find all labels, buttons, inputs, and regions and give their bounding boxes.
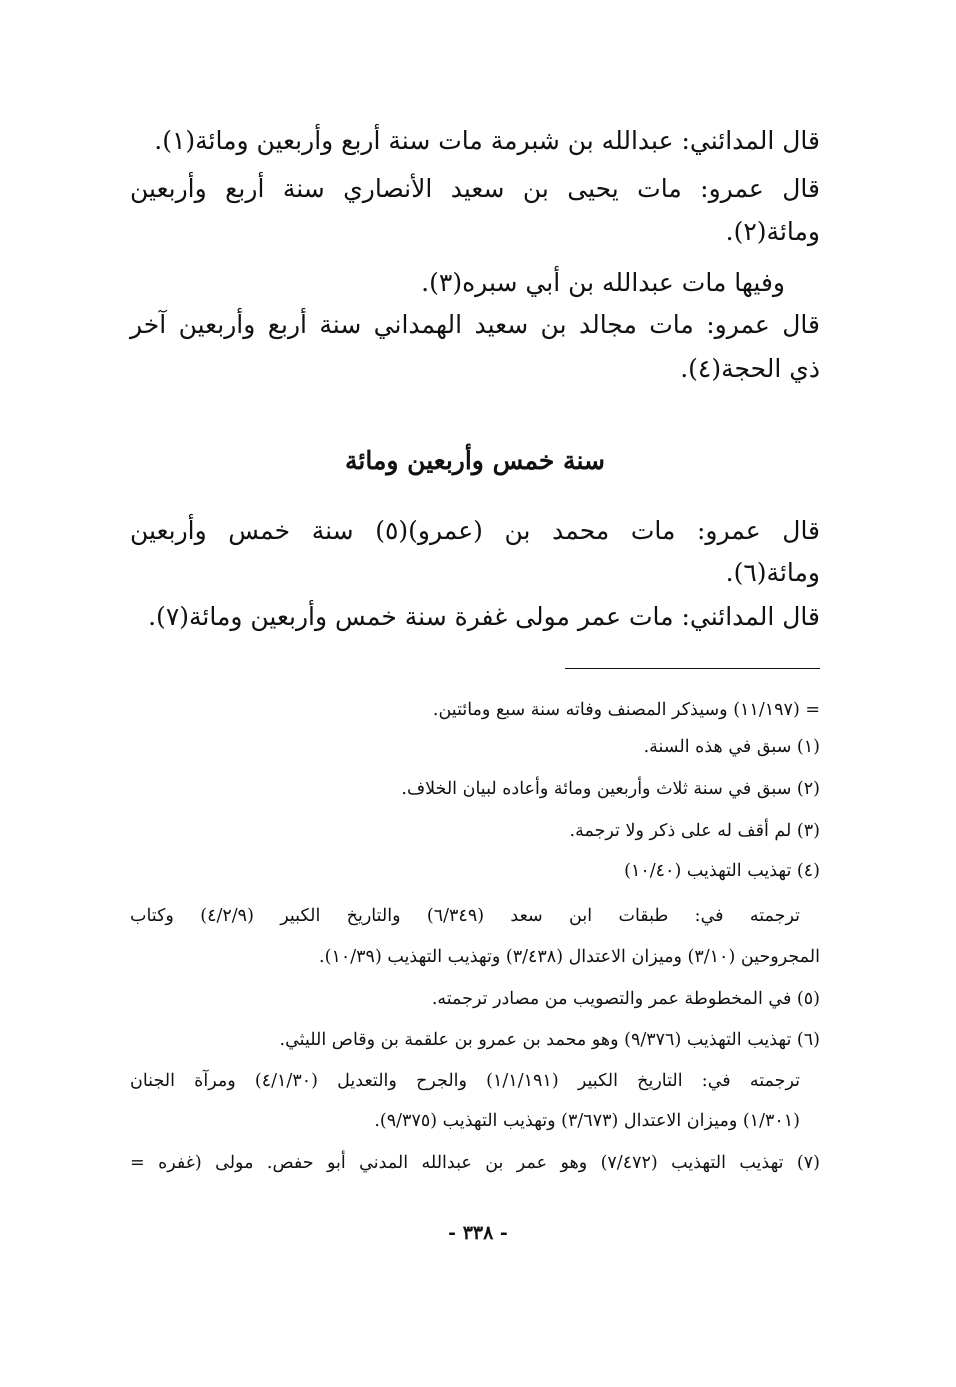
footnote-line: ترجمته في: التاريخ الكبير (١/١/١٩١) والجرح والتعديل (٤/١/٣٠) ومرآة الجنان — [130, 1071, 800, 1091]
footnote-line: (٣) لم أقف له على ذكر ولا ترجمة. — [569, 821, 820, 841]
footnote-line: (٥) في المخطوطة عمر والتصويب من مصادر ترجمته. — [431, 989, 820, 1009]
main-line: قال عمرو: مات مجالد بن سعيد الهمداني سنة أربع وأربعين آخر — [130, 310, 820, 339]
page-number: - ٣٣٨ - — [448, 1222, 508, 1244]
footnote-line: = (١١/١٩٧) وسيذكر المصنف وفاته سنة سبع ومائتين. — [432, 700, 820, 720]
main-line: قال المدائني: عبدالله بن شبرمة مات سنة أربع وأربعين ومائة(١). — [154, 126, 820, 155]
footnote-line: (٧) تهذيب التهذيب (٧/٤٧٢) وهو عمر بن عبدالله المدني أبو حفص. مولى (غفره = — [130, 1153, 820, 1173]
main-text — [130, 0, 820, 700]
footnote-line: (٤) تهذيب التهذيب (١٠/٤٠) — [624, 861, 820, 881]
footnote-line: (٦) تهذيب التهذيب (٩/٣٧٦) وهو محمد بن عمرو بن علقمة بن وقاص الليثي. — [279, 1030, 820, 1050]
main-line: قال عمرو: مات يحيى بن سعيد الأنصاري سنة أربع وأربعين — [130, 174, 820, 203]
footnote-line: (١/٣٠١) وميزان الاعتدال (٣/٦٧٣) وتهذيب التهذيب (٩/٣٧٥). — [374, 1111, 800, 1131]
main-line: وفيها مات عبدالله بن أبي سبره(٣). — [421, 268, 785, 297]
footnote-line: (١) سبق في هذه السنة. — [643, 737, 820, 757]
section-heading: سنة خمس وأربعين ومائة — [345, 446, 605, 475]
footnote-line: (٢) سبق في سنة ثلاث وأربعين ومائة وأعاده لبيان الخلاف. — [401, 779, 820, 799]
footnote-line: ترجمته في: طبقات ابن سعد (٦/٣٤٩) والتاريخ الكبير (٤/٢/٩) وكتاب — [130, 906, 801, 926]
main-line: ومائة(٢). — [725, 217, 820, 246]
footnote-separator — [565, 668, 820, 669]
main-line: ذي الحجة(٤). — [680, 354, 820, 383]
footnote-line: المجروحين (٣/١٠) وميزان الاعتدال (٣/٤٣٨) وتهذيب التهذيب (١٠/٣٩). — [319, 947, 820, 967]
main-line: ومائة(٦). — [725, 558, 820, 587]
main-line: قال عمرو: مات محمد بن (عمرو)(٥) سنة خمس وأربعين — [130, 516, 821, 545]
main-line: قال المدائني: مات عمر مولى غفرة سنة خمس وأربعين ومائة(٧). — [148, 602, 820, 631]
